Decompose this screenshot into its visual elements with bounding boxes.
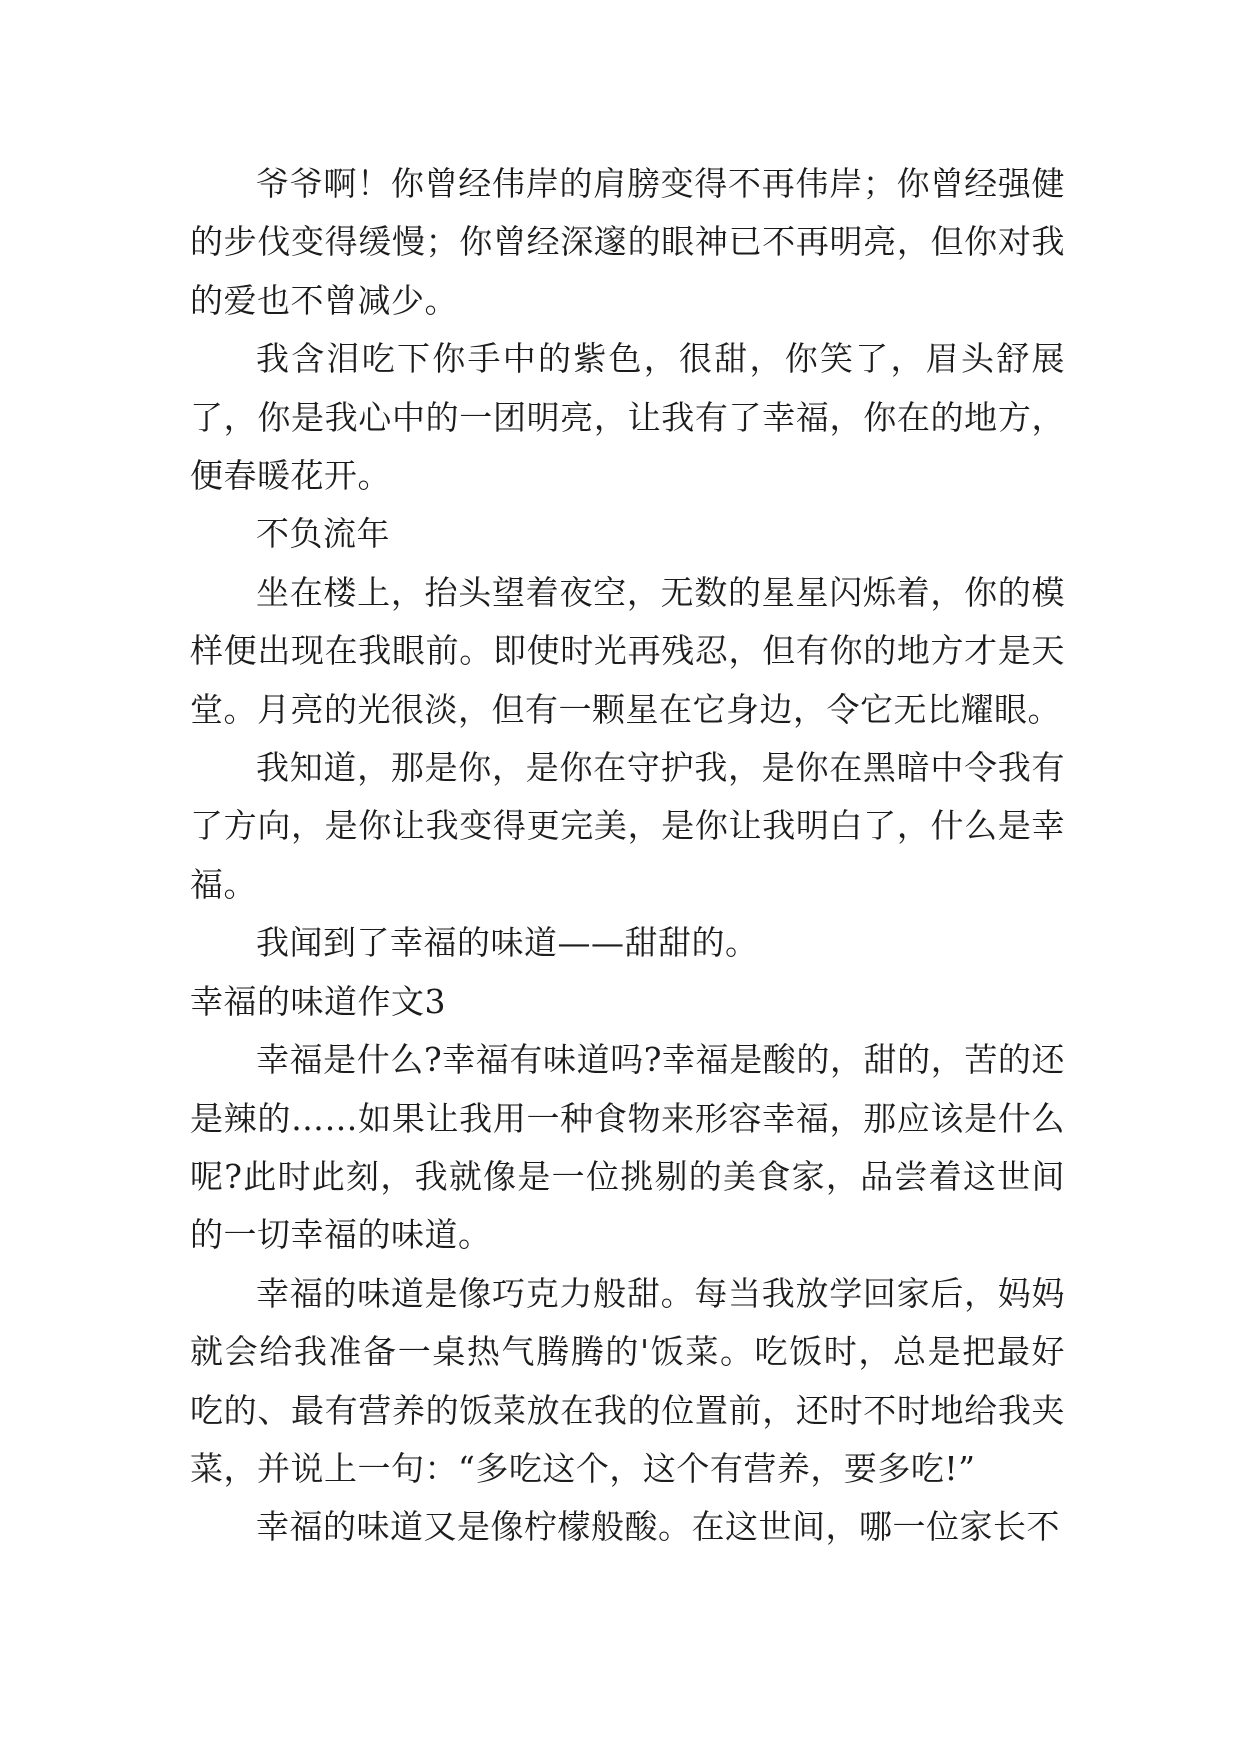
paragraph: 我闻到了幸福的味道——甜甜的。 xyxy=(256,923,759,963)
paragraph: 我含泪吃下你手中的紫色，很甜，你笑了，眉头舒展了，你是我心中的一团明亮，让我有了幸福，你在的地方，便春暖花开。 xyxy=(190,339,1065,496)
paragraph: 坐在楼上，抬头望着夜空，无数的星星闪烁着，你的模样便出现在我眼前。即使时光再残忍，但有你的地方才是天堂。月亮的光很淡，但有一颗星在它身边，令它无比耀眼。 xyxy=(190,572,1065,729)
paragraph: 我知道，那是你，是你在守护我，是你在黑暗中令我有了方向，是你让我变得更完美，是你让我明白了，什么是幸福。 xyxy=(190,748,1065,904)
essay-heading: 幸福的味道作文3 xyxy=(190,981,446,1021)
section-title: 不负流年 xyxy=(256,514,390,554)
document-body xyxy=(190,155,1065,1557)
paragraph: 幸福的味道又是像柠檬般酸。在这世间，哪一位家长不 xyxy=(256,1507,1060,1547)
paragraph: 幸福是什么?幸福有味道吗?幸福是酸的，甜的，苦的还是辣的……如果让我用一种食物来形容幸福，那应该是什么呢?此时此刻，我就像是一位挑剔的美食家，品尝着这世间的一切幸福的味道。 xyxy=(190,1040,1065,1255)
paragraph: 爷爷啊！你曾经伟岸的肩膀变得不再伟岸；你曾经强健的步伐变得缓慢；你曾经深邃的眼神已不再明亮，但你对我的爱也不曾减少。 xyxy=(190,164,1065,320)
paragraph: 幸福的味道是像巧克力般甜。每当我放学回家后，妈妈就会给我准备一桌热气腾腾的'饭菜。吃饭时，总是把最好吃的、最有营养的饭菜放在我的位置前，还时不时地给我夹菜，并说上一句：“多吃这个，这个有营养，要多吃!” xyxy=(190,1273,1065,1488)
